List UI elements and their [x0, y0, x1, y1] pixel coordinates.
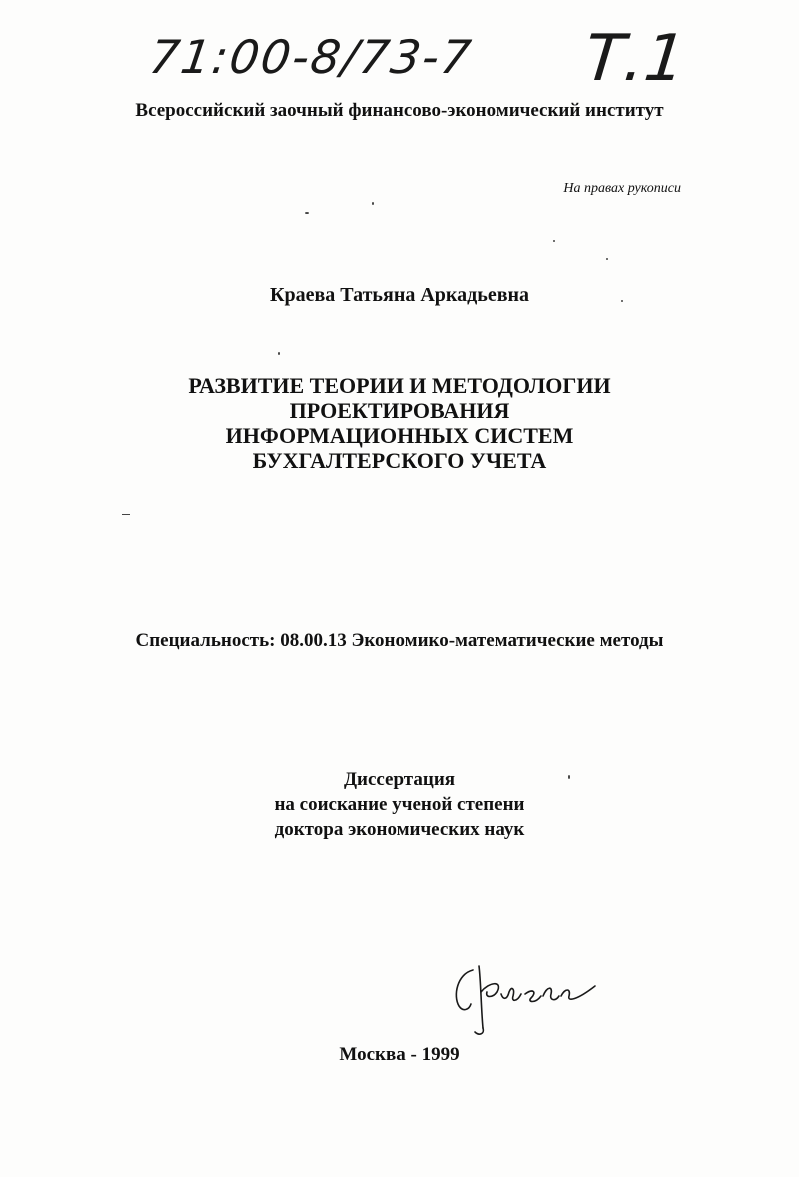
specialty-line: Специальность: 08.00.13 Экономико-математические методы	[135, 630, 664, 651]
handwritten-archive-code: 71:00-8/73-7	[146, 30, 477, 84]
scan-speck	[568, 775, 570, 779]
degree-line: доктора экономических наук	[274, 819, 525, 840]
title-line: ИНФОРМАЦИОННЫХ СИСТЕМ	[225, 423, 574, 448]
scan-speck	[122, 514, 130, 515]
scan-speck	[621, 300, 623, 302]
scan-speck	[372, 202, 374, 205]
degree-line: Диссертация	[343, 769, 456, 790]
degree-statement	[0, 767, 799, 842]
author-signature	[445, 958, 625, 1038]
dissertation-title	[0, 373, 799, 473]
handwritten-volume-mark: Т.1	[581, 22, 690, 96]
scan-speck	[606, 258, 608, 260]
author-name: Краева Татьяна Аркадьевна	[269, 284, 530, 306]
scan-speck	[305, 212, 309, 214]
degree-line: на соискание ученой степени	[274, 794, 525, 815]
title-line: БУХГАЛТЕРСКОГО УЧЕТА	[252, 448, 547, 473]
place-and-year: Москва - 1999	[339, 1044, 460, 1065]
title-line: РАЗВИТИЕ ТЕОРИИ И МЕТОДОЛОГИИ	[188, 373, 611, 398]
scan-speck	[553, 240, 555, 242]
institute-name: Всероссийский заочный финансово-экономический институт	[135, 100, 664, 121]
title-line: ПРОЕКТИРОВАНИЯ	[289, 398, 510, 423]
manuscript-rights-note: На правах рукописи	[563, 181, 681, 196]
scan-speck	[278, 352, 280, 355]
